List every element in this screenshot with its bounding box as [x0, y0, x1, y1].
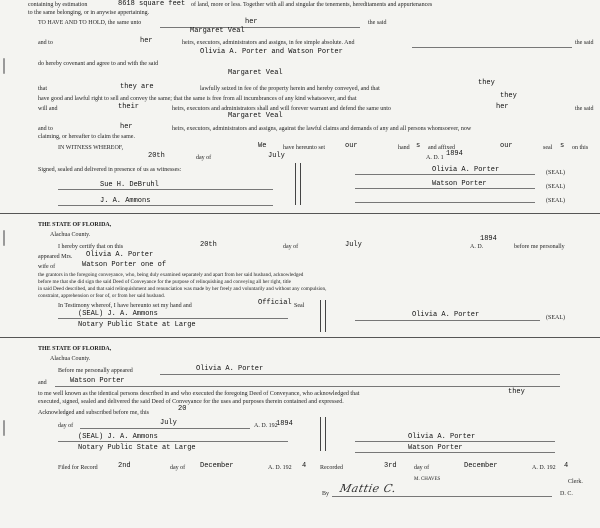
day-of-label-3: day of: [58, 423, 74, 429]
seal-label: seal: [543, 145, 553, 151]
seal-mark-2: (SEAL): [546, 184, 565, 190]
our-value-2: our: [500, 142, 513, 150]
covenant-grantee: Margaret Veal: [228, 69, 283, 77]
cert-day: 20th: [200, 241, 217, 249]
clerk-name: M. CHAVES: [414, 477, 441, 482]
by-label: By: [322, 491, 330, 497]
covenant-clause: do hereby covenant and agree to and with the said: [38, 61, 159, 67]
notary-title-2: Notary Public State at Large: [78, 444, 196, 452]
acknowledgment-text-4: constraint, apprehension or fear of, or from her said husband.: [38, 293, 166, 299]
lawful-claims-clause: heirs, executors, administrators and assigns, against the lawful claims and demands of any and all persons whomsoever, now: [172, 126, 472, 132]
their-value: their: [118, 103, 140, 111]
seals-s: s: [560, 142, 565, 150]
wife-of-label: wife of: [38, 264, 56, 270]
warrant-grantee: Margaret Veal: [228, 112, 283, 120]
claiming-clause: claiming, or hereafter to claim the same.: [38, 134, 135, 140]
official-label: Official: [258, 299, 292, 307]
have-set-label: have hereunto set: [283, 145, 325, 151]
witness-day: 20th: [148, 152, 165, 160]
estimation-label: containing by estimation: [28, 2, 88, 8]
filed-day: 2nd: [118, 462, 131, 470]
wife-signature: Olivia A. Porter: [412, 311, 480, 319]
grantors-names: Olivia A. Porter and Watson Porter: [200, 48, 343, 56]
signed-sealed-label: Signed, sealed and delivered in presence of us as witnesses:: [38, 167, 182, 173]
seal-mark-1: (SEAL): [546, 170, 565, 176]
good-right-clause: have good and lawful right to sell and convey the same; that the same is free from all incumbrances of any kind whatsoever, and that: [38, 96, 357, 102]
deputy-clerk-signature: Mattie C.: [338, 482, 398, 495]
appeared-name-2: Watson Porter: [70, 377, 125, 385]
clerk-label: Clerk.: [568, 479, 583, 485]
acknowledgment-text-3: in said Deed described, and that said relinquishment and renunciation was made by her freely and voluntarily and without any compulsion,: [38, 286, 327, 292]
known-clause: to me well known as the identical persons described in and who executed the foregoing Deed of Conveyance, who acknowledged that: [38, 391, 360, 397]
and-to-label: and to: [38, 40, 53, 46]
signer-2: Watson Porter: [408, 444, 463, 452]
seal-mark-3: (SEAL): [546, 198, 565, 204]
witness-year: 1894: [446, 150, 463, 158]
county-heading-2: Alachua County.: [50, 356, 91, 362]
filed-year: 4: [302, 462, 307, 470]
section-divider-2: [0, 337, 600, 338]
grantee-name: Margaret Veal: [190, 27, 245, 35]
will-and-label: will and: [38, 106, 58, 112]
notary-title: Notary Public State at Large: [78, 321, 196, 329]
and-to-label-2: and to: [38, 126, 53, 132]
on-this-label: on this: [572, 145, 589, 151]
they-are-value: they are: [120, 83, 154, 91]
executed-clause: executed, signed, sealed and delivered the said Deed of Conveyance for the uses and purposes therein contained and expressed.: [38, 399, 344, 405]
our-value: our: [345, 142, 358, 150]
testimony-label: In Testimony whereof, I have hereunto set my hand and: [58, 303, 192, 309]
we-value: We: [258, 142, 267, 150]
appertaining-clause: to the same belonging, or in anywise appertaining.: [28, 10, 150, 16]
state-heading-2: THE STATE OF FLORIDA,: [38, 346, 112, 352]
appeared-label: appeared Mrs.: [38, 254, 73, 260]
land-clause: of land, more or less. Together with all and singular the tenements, hereditaments and appurtenances: [191, 2, 433, 8]
witness-month: July: [268, 152, 285, 160]
binding-mark: [3, 420, 5, 436]
heirs-assigns-clause: heirs, executors, administrators and assigns, in fee simple absolute. And: [182, 40, 355, 46]
ad-label-3: A. D. 192: [254, 423, 278, 429]
subscribed-label: Acknowledged and subscribed before me, this: [38, 410, 149, 416]
notary-signature: (SEAL) J. A. Ammons: [78, 310, 158, 318]
notary-signature-2: (SEAL) J. A. Ammons: [78, 433, 158, 441]
seal-word: Seal: [294, 303, 305, 309]
acknowledgment-text-2: before me that she did sign the said Deed of Conveyance for the purpose of relinquishing and conveying all her right, title: [38, 279, 291, 285]
grantor-signature-2: Watson Porter: [432, 180, 487, 188]
county-heading: Alachua County.: [50, 232, 91, 238]
filed-label: Filed for Record: [58, 465, 98, 471]
recorded-label: Recorded: [320, 465, 343, 471]
day-of-label: day of: [196, 155, 212, 161]
ad-label-2: A. D.: [470, 244, 484, 250]
warrant-clause: heirs, executors and administrators shall and will forever warrant and defend the same unto: [172, 106, 391, 112]
seal-mark-4: (SEAL): [546, 315, 565, 321]
the-said-label-2: the said: [575, 40, 594, 46]
ack-month: July: [160, 419, 177, 427]
cert-month: July: [345, 241, 362, 249]
the-said-label: the said: [368, 20, 387, 26]
binding-mark: [3, 230, 5, 246]
husband-name: Watson Porter one of: [82, 261, 167, 269]
acknowledgment-text-1: the grantors in the foregoing conveyance, who, being duly examined separately and apart from her said husband, acknowledged: [38, 272, 304, 278]
they-value: they: [478, 79, 495, 87]
grantee-pronoun-2: her: [140, 37, 153, 45]
area-value: 8618 square feet: [118, 0, 186, 8]
claims-pronoun: her: [120, 123, 133, 131]
they-value-2: they: [500, 92, 517, 100]
filed-day-of: day of: [170, 465, 186, 471]
the-said-label-3: the said: [575, 106, 594, 112]
witness-signature-1: Sue H. DeBruhl: [100, 181, 159, 189]
signer-1: Olivia A. Porter: [408, 433, 476, 441]
hands-s: s: [416, 142, 421, 150]
binding-mark: [3, 58, 5, 74]
lawfully-clause: lawfully seized in fee of the property herein and hereby conveyed, and that: [200, 86, 380, 92]
that-label: that: [38, 86, 47, 92]
ad-label: A. D. 1: [426, 155, 444, 161]
appeared-name: Olivia A. Porter: [86, 251, 154, 259]
and-label: and: [38, 380, 47, 386]
filed-ad: A. D. 192: [268, 465, 292, 471]
cert-year: 1894: [480, 235, 497, 243]
state-heading: THE STATE OF FLORIDA,: [38, 222, 112, 228]
recorded-month: December: [464, 462, 498, 470]
before-label: before me personally: [514, 244, 565, 250]
hand-label: hand: [398, 145, 410, 151]
appeared-name-1: Olivia A. Porter: [196, 365, 264, 373]
deputy-clerk-label: D. C.: [560, 491, 573, 497]
filed-month: December: [200, 462, 234, 470]
witness-label: IN WITNESS WHEREOF,: [58, 145, 124, 151]
ack-year: 1894: [276, 420, 293, 428]
grantee-pronoun: her: [245, 18, 258, 26]
habendum-clause: TO HAVE AND TO HOLD, the same unto: [38, 20, 142, 26]
grantor-signature-1: Olivia A. Porter: [432, 166, 500, 174]
before-appeared-label: Before me personally appeared: [58, 368, 133, 374]
recorded-ad: A. D. 192: [532, 465, 556, 471]
recorded-year: 4: [564, 462, 569, 470]
ack-day: 20: [178, 405, 187, 413]
day-of-label-2: day of: [283, 244, 299, 250]
recorded-day: 3rd: [384, 462, 397, 470]
affixed-label: and affixed: [428, 145, 456, 151]
recorded-day-of: day of: [414, 465, 430, 471]
witness-signature-2: J. A. Ammons: [100, 197, 151, 205]
section-divider-1: [0, 213, 600, 214]
certify-label: I hereby certify that on this: [58, 244, 124, 250]
they-value-3: they: [508, 388, 525, 396]
warrant-pronoun: her: [496, 103, 509, 111]
